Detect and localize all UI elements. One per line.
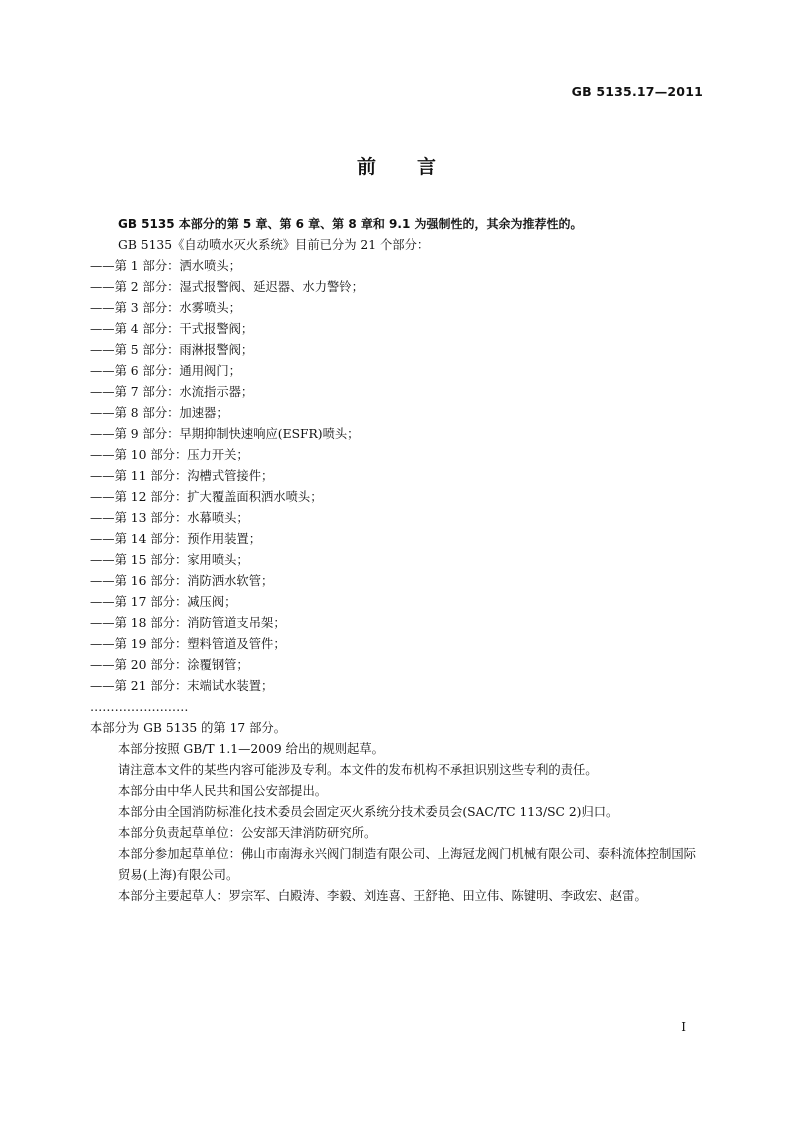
paragraph: 本部分负责起草单位：公安部天津消防研究所。 — [118, 826, 377, 840]
list-item: ——第 12 部分：扩大覆盖面积洒水喷头； — [90, 490, 323, 504]
title-part-1: 前 — [356, 156, 377, 178]
paragraph: 本部分主要起草人：罗宗军、白殿涛、李毅、刘连喜、王舒艳、田立伟、陈键明、李政宏、赵雷。 — [118, 889, 647, 903]
mandatory-statement: GB 5135 本部分的第 5 章、第 6 章、第 8 章和 9.1 为强制性的，其余为推荐性的。 — [118, 217, 583, 231]
list-item: ——第 2 部分：湿式报警阀、延迟器、水力警铃； — [90, 280, 364, 294]
list-ellipsis: …………………… — [90, 700, 189, 714]
list-item: ——第 6 部分：通用阀门； — [90, 364, 241, 378]
list-item: ——第 8 部分：加速器； — [90, 406, 229, 420]
paragraph: 本部分由中华人民共和国公安部提出。 — [118, 784, 328, 798]
parts-intro: GB 5135《自动喷水灭火系统》目前已分为 21 个部分： — [118, 238, 430, 252]
list-item: ——第 3 部分：水雾喷头； — [90, 301, 241, 315]
list-item: ——第 13 部分：水幕喷头； — [90, 511, 249, 525]
list-item: ——第 20 部分：涂覆钢管； — [90, 658, 249, 672]
list-item: ——第 21 部分：末端试水装置； — [90, 679, 274, 693]
list-item: ——第 18 部分：消防管道支吊架； — [90, 616, 286, 630]
list-item: ——第 1 部分：洒水喷头； — [90, 259, 241, 273]
list-item: ——第 4 部分：干式报警阀； — [90, 322, 254, 336]
paragraph: 本部分为 GB 5135 的第 17 部分。 — [90, 721, 287, 735]
list-item: ——第 7 部分：水流指示器； — [90, 385, 254, 399]
page-title — [0, 152, 794, 179]
title-part-2: 言 — [417, 156, 438, 178]
paragraph: 本部分由全国消防标准化技术委员会固定灭火系统分技术委员会(SAC/TC 113/SC 2)归口。 — [118, 805, 619, 819]
standard-code: GB 5135.17—2011 — [571, 84, 703, 99]
list-item: ——第 19 部分：塑料管道及管件； — [90, 637, 286, 651]
list-item: ——第 5 部分：雨淋报警阀； — [90, 343, 254, 357]
foreword-body — [90, 214, 706, 907]
list-item: ——第 16 部分：消防洒水软管； — [90, 574, 274, 588]
paragraph: 请注意本文件的某些内容可能涉及专利。本文件的发布机构不承担识别这些专利的责任。 — [118, 763, 598, 777]
list-item: ——第 14 部分：预作用装置； — [90, 532, 262, 546]
parts-list — [90, 256, 706, 697]
list-item: ——第 10 部分：压力开关； — [90, 448, 249, 462]
list-item: ——第 11 部分：沟槽式管接件； — [90, 469, 274, 483]
paragraph: 本部分参加起草单位：佛山市南海永兴阀门制造有限公司、上海冠龙阀门机械有限公司、泰科流体控制国际贸易(上海)有限公司。 — [118, 847, 696, 882]
list-item: ——第 15 部分：家用喷头； — [90, 553, 249, 567]
page-number: I — [681, 1020, 686, 1034]
list-item: ——第 17 部分：减压阀； — [90, 595, 237, 609]
list-item: ——第 9 部分：早期抑制快速响应(ESFR)喷头； — [90, 427, 360, 441]
paragraph: 本部分按照 GB/T 1.1—2009 给出的规则起草。 — [118, 742, 384, 756]
